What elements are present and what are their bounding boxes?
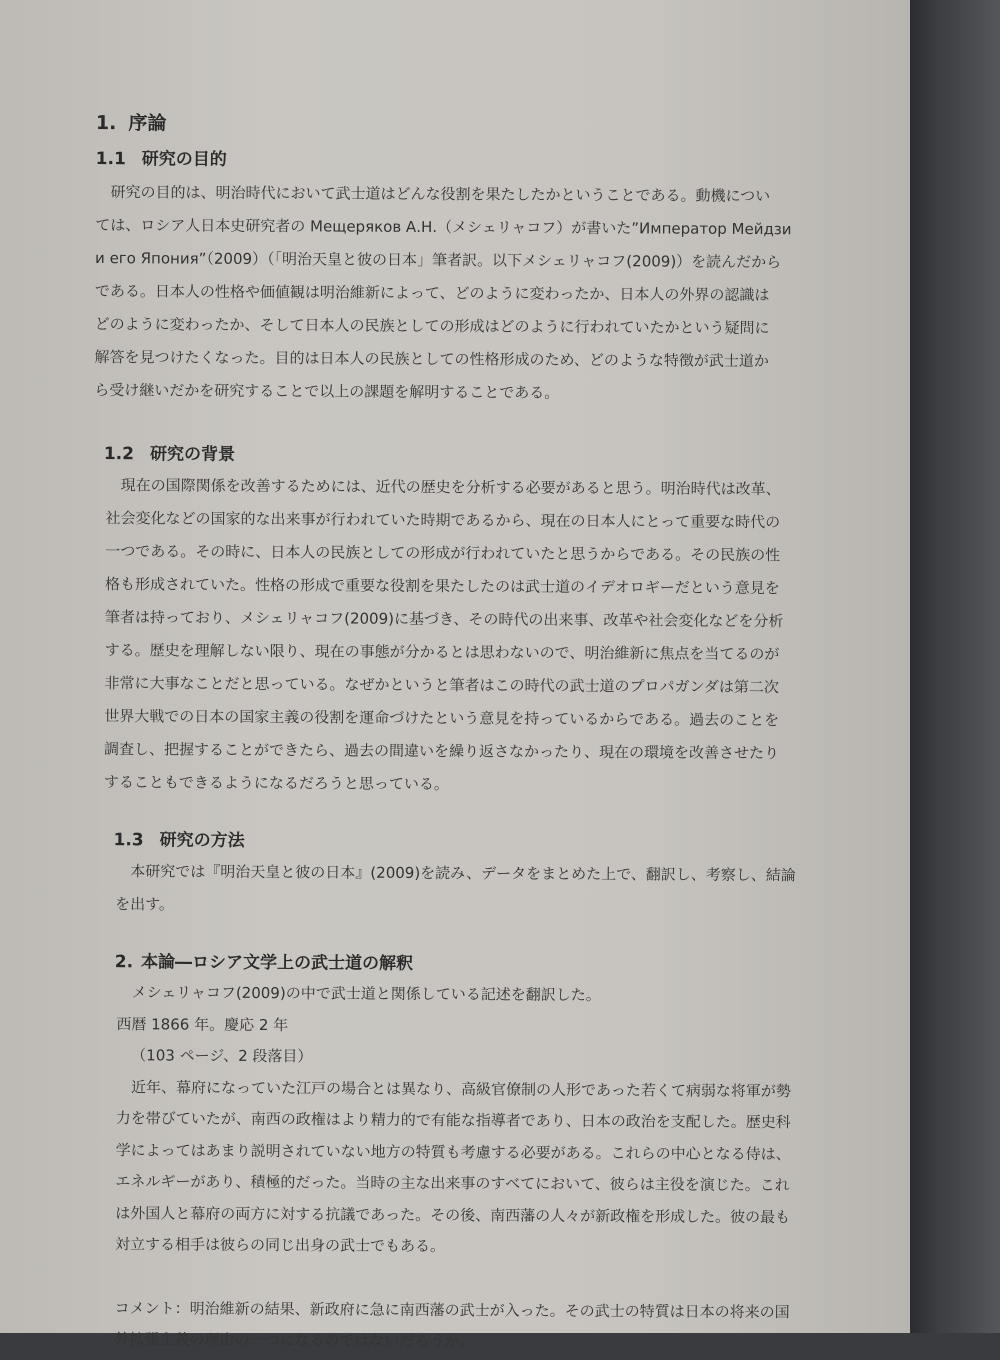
text-line: 世界大戦での日本の国家主義の役割を運命づけたという意見を持っているからである。過去のことを xyxy=(104,707,780,730)
text-line: 対立する相手は彼らの同じ出身の武士でもある。 xyxy=(115,1235,446,1256)
section-number: 1.1 xyxy=(95,148,126,170)
text-line: и его Япония”（2009）（「明治天皇と彼の日本」筆者訳。以下メシェリャコフ(2009)）を読んだから xyxy=(95,248,782,272)
text-line: 学によってはあまり説明されていない地方の特質も考慮する必要がある。これらの中心となる侍は、 xyxy=(115,1140,791,1163)
text-line: は外国人と幕府の両方に対する抗議であった。その後、南西藩の人々が新政権を形成した。彼の最も xyxy=(115,1203,791,1226)
section-1-3-heading xyxy=(113,825,861,860)
text-line: 筆者は持っており、メシェリャコフ(2009)に基づき、その時代の出来事、改革や社会変化などを分析 xyxy=(104,608,784,631)
text-line: 本研究では『明治天皇と彼の日本』(2009)を読み、データをまとめた上で、翻訳し、考察し、結論 xyxy=(130,862,796,885)
section-1-2-heading xyxy=(104,439,864,474)
section-1-1-paragraph xyxy=(94,176,865,412)
section-2-heading xyxy=(115,947,861,982)
section-number: 1.3 xyxy=(113,830,144,851)
text-line: 格も形成されていた。性格の形成で重要な役割を果たしたのは武士道のイデオロギーだという意見を xyxy=(105,575,780,598)
text-line: 研究の目的は、明治時代において武士道はどんな役割を果たしたかということである。動機につい xyxy=(110,183,771,206)
page-edge-shadow xyxy=(910,0,1000,1333)
section-1-3-paragraph xyxy=(115,855,861,926)
text-line: エネルギーがあり、積極的だった。当時の主な出来事のすべてにおいて、彼らは主役を演じた。これ xyxy=(115,1172,790,1195)
section-title: 本論―ロシア文学上の武士道の解釈 xyxy=(141,952,414,974)
section-number: 1. xyxy=(95,111,117,135)
text-line: 調査し、把握することができたら、過去の間違いを繰り返さなかったり、現在の環境を改善させたり xyxy=(104,740,780,763)
section-1-heading xyxy=(96,108,866,143)
text-line: 解答を見つけたくなった。目的は日本人の民族としての性格形成のため、どのような特徴が武士道か xyxy=(94,347,769,371)
text-line: することもできるようになるだろうと思っている。 xyxy=(103,773,449,794)
page-reference: （103 ページ、2 段落目） xyxy=(131,1046,313,1066)
intro-line: メシェリャコフ(2009)の中で武士道と関係している記述を翻訳した。 xyxy=(131,983,601,1005)
text-line: 非常に大事なことだと思っている。なぜかというと筆者はこの時代の武士道のプロパガンダは第二次 xyxy=(104,674,779,697)
section-1-2-paragraph xyxy=(104,469,864,804)
text-line: 一つである。その時に、日本人の民族としての形成が行われていたと思うからである。その民族の性 xyxy=(105,542,781,565)
text-line: 社会変化などの国家的な出来事が行われていた時期であるから、現在の日本人にとって重要な時代の xyxy=(105,509,781,532)
section-title: 研究の目的 xyxy=(141,149,227,170)
section-title: 研究の背景 xyxy=(149,444,236,465)
comment-line: 外拡張主義の理由の一つになるのではないだろうか。 xyxy=(114,1330,475,1351)
section-title: 序論 xyxy=(128,112,167,135)
text-line: する。歴史を理解しない限り、現在の事態が分かるとは思わないので、明治維新に焦点を当てるのが xyxy=(104,641,780,664)
text-line: どのように変わったか、そして日本人の民族としての形成はどのように行われていたかという疑問に xyxy=(94,314,770,338)
section-1-1-heading xyxy=(96,144,866,179)
text-line: 力を帯びていたが、南西の政権はより精力的で有能な指導者であり、日本の政治を支配した。歴史科 xyxy=(115,1109,791,1132)
section-number: 2. xyxy=(114,952,134,973)
text-line: ら受け継いだかを研究することで以上の課題を解明することである。 xyxy=(94,380,560,402)
comment-line: コメント：明治維新の結果、新政府に急に南西藩の武士が入った。その武士の特質は日本の将来の国 xyxy=(114,1298,790,1321)
section-title: 研究の方法 xyxy=(159,830,245,851)
text-line: 現在の国際関係を改善するためには、近代の歴史を分析する必要があると思う。明治時代は改革、 xyxy=(120,476,781,499)
text-line: ては、ロシア人日本史研究者の Мещеряков А.Н.（メシェリャコフ）が書いた”Император Мейдзи xyxy=(95,215,792,239)
page-content xyxy=(88,108,866,1360)
section-number: 1.2 xyxy=(103,444,135,465)
text-line: である。日本人の性格や価値観は明治維新によって、どのように変わったか、日本人の外界の認識は xyxy=(94,281,770,305)
date-line: 西暦 1866 年。慶応 2 年 xyxy=(116,1014,289,1034)
text-line: 近年、幕府になっていた江戸の場合とは異なり、高級官僚制の人形であった若くて病弱な将軍が勢 xyxy=(130,1077,791,1100)
section-2-body xyxy=(114,977,860,1360)
text-line: を出す。 xyxy=(115,895,175,914)
